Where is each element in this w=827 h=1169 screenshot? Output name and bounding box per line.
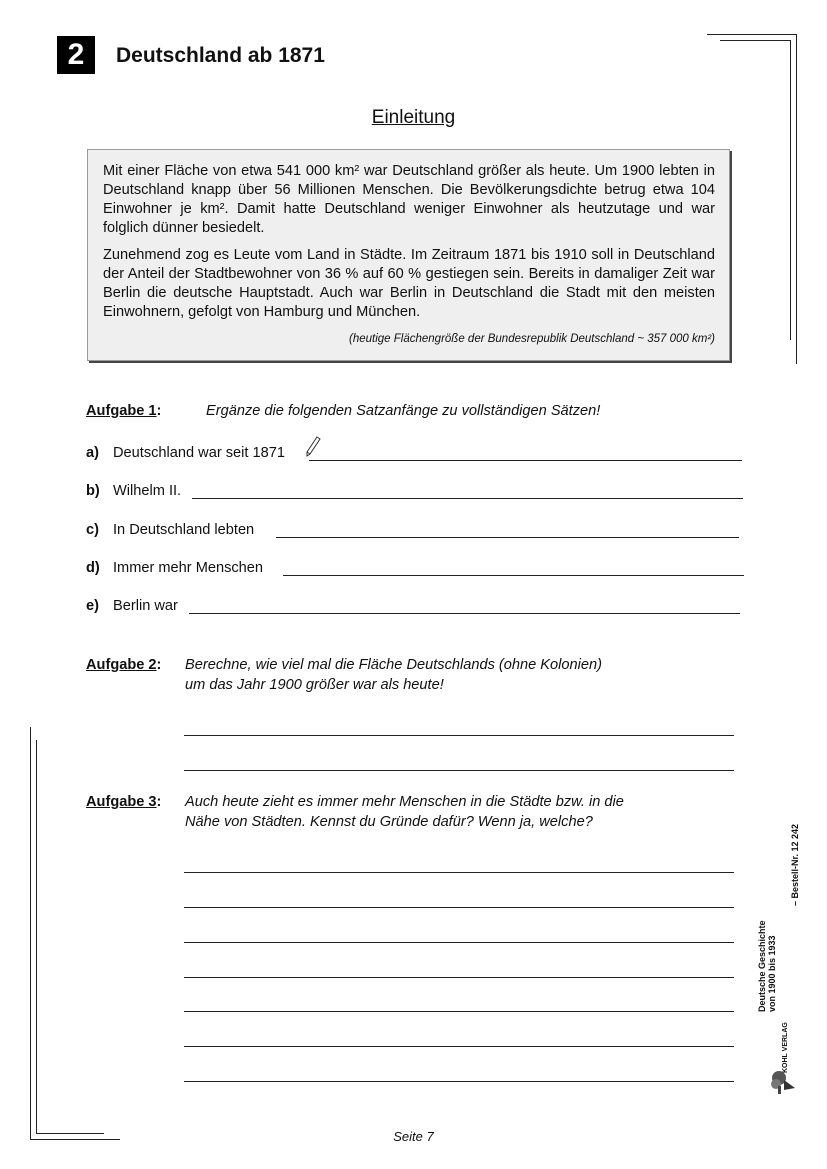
intro-paragraph-2: Zunehmend zog es Leute vom Land in Städte. Im Zeitraum 1871 bis 1910 soll in Deutschland der Anteil der Stadtbewohner von 36 % auf 60 % gestiegen sein. Bereits in damaliger Zeit war Berlin die deutsche Hauptstadt. Auch war Berlin in Deutschland die Stadt mit den meisten Einwohnern, gefolgt von Hamburg und München. bbox=[103, 247, 715, 320]
task1-item-e-letter: e) bbox=[86, 598, 99, 614]
task1-item-d-answer-line[interactable] bbox=[283, 575, 744, 576]
frame-bottom-left-v1 bbox=[30, 727, 31, 1139]
task3-answer-line[interactable] bbox=[184, 977, 734, 978]
task1-item-b-answer-line[interactable] bbox=[192, 498, 743, 499]
sidebar-order-number: – Bestell-Nr. 12 242 bbox=[790, 823, 800, 906]
task3-answer-line[interactable] bbox=[184, 872, 734, 873]
intro-heading: Einleitung bbox=[371, 107, 456, 128]
task1-item-d-text: Immer mehr Menschen bbox=[113, 560, 264, 576]
task1-item-d-letter: d) bbox=[86, 560, 100, 576]
task2-instruction-line1: Berechne, wie viel mal die Fläche Deutschlands (ohne Kolonien) bbox=[185, 657, 602, 673]
task1-item-c-text: In Deutschland lebten bbox=[113, 522, 255, 538]
task3-instruction-line2: Nähe von Städten. Kennst du Gründe dafür? Wenn ja, welche? bbox=[185, 814, 593, 830]
task1-heading: Aufgabe 1: bbox=[86, 403, 162, 419]
task2-label: Aufgabe 2 bbox=[86, 657, 157, 673]
task1-item-e-answer-line[interactable] bbox=[189, 613, 740, 614]
task3-heading: Aufgabe 3: bbox=[86, 794, 162, 810]
task1-item-a-letter: a) bbox=[86, 445, 99, 461]
task1-item-e-text: Berlin war bbox=[113, 598, 178, 614]
task1-item-c-answer-line[interactable] bbox=[276, 537, 739, 538]
task3-answer-line[interactable] bbox=[184, 907, 734, 908]
task2-answer-line[interactable] bbox=[184, 770, 734, 771]
task1-item-a-text: Deutschland war seit 1871 bbox=[113, 445, 285, 461]
task1-item-b-text: Wilhelm II. bbox=[113, 483, 182, 499]
task3-answer-line[interactable] bbox=[184, 1046, 734, 1047]
sidebar-book-title: Deutsche Geschichte von 1900 bis 1933 bbox=[757, 920, 777, 1012]
task3-instruction-line1: Auch heute zieht es immer mehr Menschen in die Städte bzw. in die bbox=[185, 794, 624, 810]
frame-bottom-left-v2 bbox=[36, 740, 37, 1133]
intro-paragraph-1: Mit einer Fläche von etwa 541 000 km² war Deutschland größer als heute. Um 1900 lebten in Deutschland knapp über 56 Millionen Menschen. Die Bevölkerungsdichte betrug etwa 104 Einwohner je km². Damit hatte Deutschland weniger Einwohner als heutzutage und war folglich dünner besiedelt. bbox=[103, 163, 715, 236]
pencil-icon bbox=[305, 436, 321, 458]
task3-answer-line[interactable] bbox=[184, 1081, 734, 1082]
task1-item-b-letter: b) bbox=[86, 483, 100, 499]
task3-answer-line[interactable] bbox=[184, 1011, 734, 1012]
publisher-logo-text: KOHL VERLAG bbox=[782, 1022, 789, 1073]
task1-item-a-answer-line[interactable] bbox=[309, 460, 742, 461]
task1-label: Aufgabe 1 bbox=[86, 403, 157, 419]
task1-item-c-letter: c) bbox=[86, 522, 99, 538]
frame-top-right-h2 bbox=[720, 40, 790, 41]
intro-note: (heutige Flächengröße der Bundesrepublik Deutschland ~ 357 000 km²) bbox=[349, 333, 715, 345]
task3-label: Aufgabe 3 bbox=[86, 794, 157, 810]
frame-top-right-h1 bbox=[707, 34, 797, 35]
page-number: Seite 7 bbox=[393, 1129, 434, 1144]
task2-answer-line[interactable] bbox=[184, 735, 734, 736]
task2-instruction-line2: um das Jahr 1900 größer war als heute! bbox=[185, 677, 444, 693]
task1-instruction: Ergänze die folgenden Satzanfänge zu vollständigen Sätzen! bbox=[206, 403, 601, 419]
task2-heading: Aufgabe 2: bbox=[86, 657, 162, 673]
frame-top-right-v1 bbox=[796, 34, 797, 364]
intro-box bbox=[87, 149, 730, 361]
publisher-logo-icon bbox=[768, 1066, 798, 1096]
chapter-number-badge: 2 bbox=[57, 36, 95, 74]
page-title: Deutschland ab 1871 bbox=[116, 44, 325, 67]
task3-answer-line[interactable] bbox=[184, 942, 734, 943]
frame-top-right-v2 bbox=[790, 40, 791, 340]
